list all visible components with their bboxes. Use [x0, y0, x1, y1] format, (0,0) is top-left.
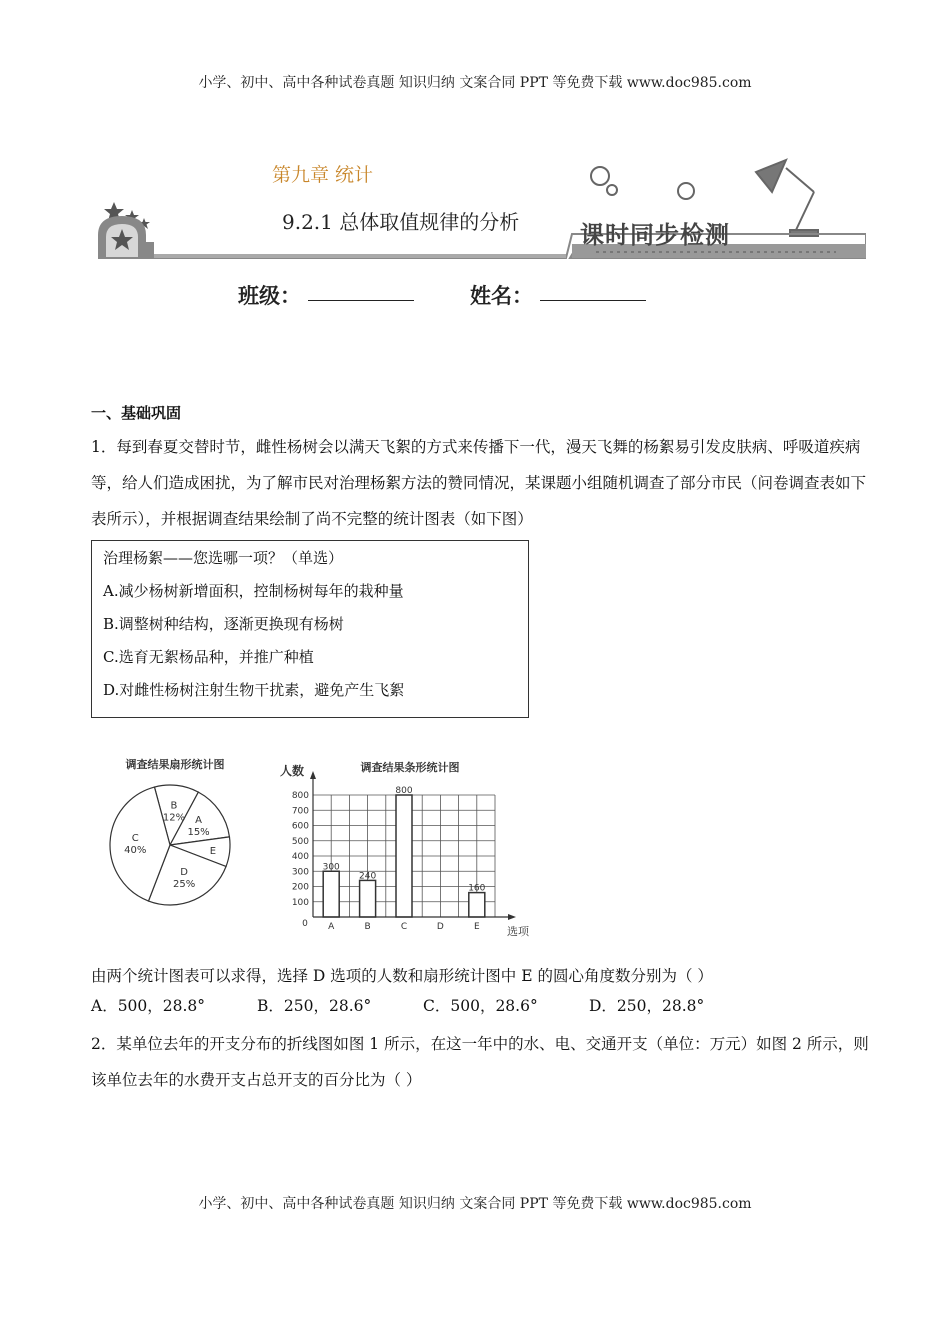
pie-title: 调查结果扇形统计图	[125, 758, 225, 771]
bar-e	[469, 893, 485, 917]
option-c[interactable]: C．500，28.6°	[423, 997, 538, 1015]
survey-item: C.选育无絮杨品种，并推广种植	[103, 648, 314, 666]
bar-a	[323, 871, 339, 917]
title-banner-graphic	[96, 130, 866, 265]
bar-ytick-label: 400	[291, 852, 309, 862]
bar-xtick-label: A	[328, 922, 335, 932]
chapter-title: 第九章 统计	[272, 164, 374, 186]
bar-ytick-label: 100	[291, 897, 309, 908]
bar-ytick-label: 500	[291, 836, 309, 847]
pie-value-label: 40%	[124, 845, 147, 857]
lesson-badge: 课时同步检测	[580, 220, 730, 249]
y-axis-arrow-icon	[310, 771, 316, 779]
bar-value-label: 800	[395, 786, 413, 796]
survey-item: B.调整树种结构，逐渐更换现有杨树	[103, 615, 344, 633]
class-field[interactable]	[308, 300, 414, 301]
name-field[interactable]	[540, 300, 646, 301]
question-1-options	[91, 994, 755, 1016]
survey-item: D.对雌性杨树注射生物干扰素，避免产生飞絮	[103, 681, 405, 699]
bar-ytick-label: 200	[291, 882, 309, 893]
bar-xtick-label: C	[400, 922, 408, 932]
bar-xtick-label: D	[436, 922, 444, 932]
option-a[interactable]: A．500，28.8°	[91, 997, 206, 1015]
pie-label: A	[195, 815, 202, 827]
bar-ytick-label: 300	[291, 867, 309, 878]
pie-value-label: 25%	[173, 878, 196, 890]
bar-origin-label: 0	[302, 919, 308, 929]
pie-label: B	[170, 800, 178, 812]
class-label: 班级：	[238, 283, 301, 308]
bar-value-label: 300	[322, 862, 340, 873]
bar-chart	[280, 755, 540, 940]
x-axis-arrow-icon	[508, 914, 516, 920]
bar-ytick-label: 600	[291, 821, 309, 832]
question-1-prompt: 由两个统计图表可以求得，选择 D 选项的人数和扇形统计图中 E 的圆心角度数分别为（ ）	[91, 967, 713, 985]
bar-ytick-label: 800	[291, 791, 309, 801]
question-2-stem: 2．某单位去年的开支分布的折线图如图 1 所示，在这一年中的水、电、交通开支（单位：万元）如图 2 所示，则该单位去年的水费开支占总开支的百分比为（ ）	[91, 1035, 869, 1089]
page-header-banner: 小学、初中、高中各种试卷真题 知识归纳 文案合同 PPT 等免费下载 www.doc985.com	[198, 75, 752, 91]
bar-xtick-label: E	[473, 922, 480, 932]
bar-ytick-label: 700	[291, 806, 309, 817]
pie-chart	[100, 750, 250, 920]
section-heading: 一、基础巩固	[91, 404, 182, 422]
page-footer-banner: 小学、初中、高中各种试卷真题 知识归纳 文案合同 PPT 等免费下载 www.doc985.com	[198, 1196, 752, 1212]
pie-label: D	[180, 866, 189, 878]
bar-xlabel: 选项	[507, 925, 529, 938]
bar-xtick-label: B	[364, 922, 371, 932]
bar-value-label: 240	[359, 871, 377, 882]
bar-title: 调查结果条形统计图	[360, 761, 460, 774]
survey-title: 治理杨絮——您选哪一项？（单选）	[103, 549, 344, 567]
option-b[interactable]: B．250，28.6°	[257, 997, 372, 1015]
question-1-stem: 1．每到春夏交替时节，雌性杨树会以满天飞絮的方式来传播下一代，漫天飞舞的杨絮易引发皮肤病、呼吸道疾病等，给人们造成困扰，为了解市民对治理杨絮方法的赞同情况，某课题小组随机调查了部分市民（问卷调查表如下表所示），并根据调查结果绘制了尚不完整的统计图表（如下图）	[91, 438, 867, 528]
bar-value-label: 160	[468, 883, 486, 894]
pie-value-label: 15%	[187, 827, 210, 839]
bar-ylabel: 人数	[280, 764, 305, 778]
bar-b	[360, 880, 376, 917]
name-label: 姓名：	[470, 283, 533, 308]
pie-value-label: 12%	[162, 812, 186, 824]
survey-item: A.减少杨树新增面积，控制杨树每年的栽种量	[103, 582, 404, 600]
bar-c	[396, 795, 412, 917]
pie-label: E	[209, 845, 217, 857]
option-d[interactable]: D．250，28.8°	[589, 997, 705, 1015]
pie-label: C	[131, 833, 139, 845]
lesson-title: 9.2.1 总体取值规律的分析	[282, 210, 520, 234]
